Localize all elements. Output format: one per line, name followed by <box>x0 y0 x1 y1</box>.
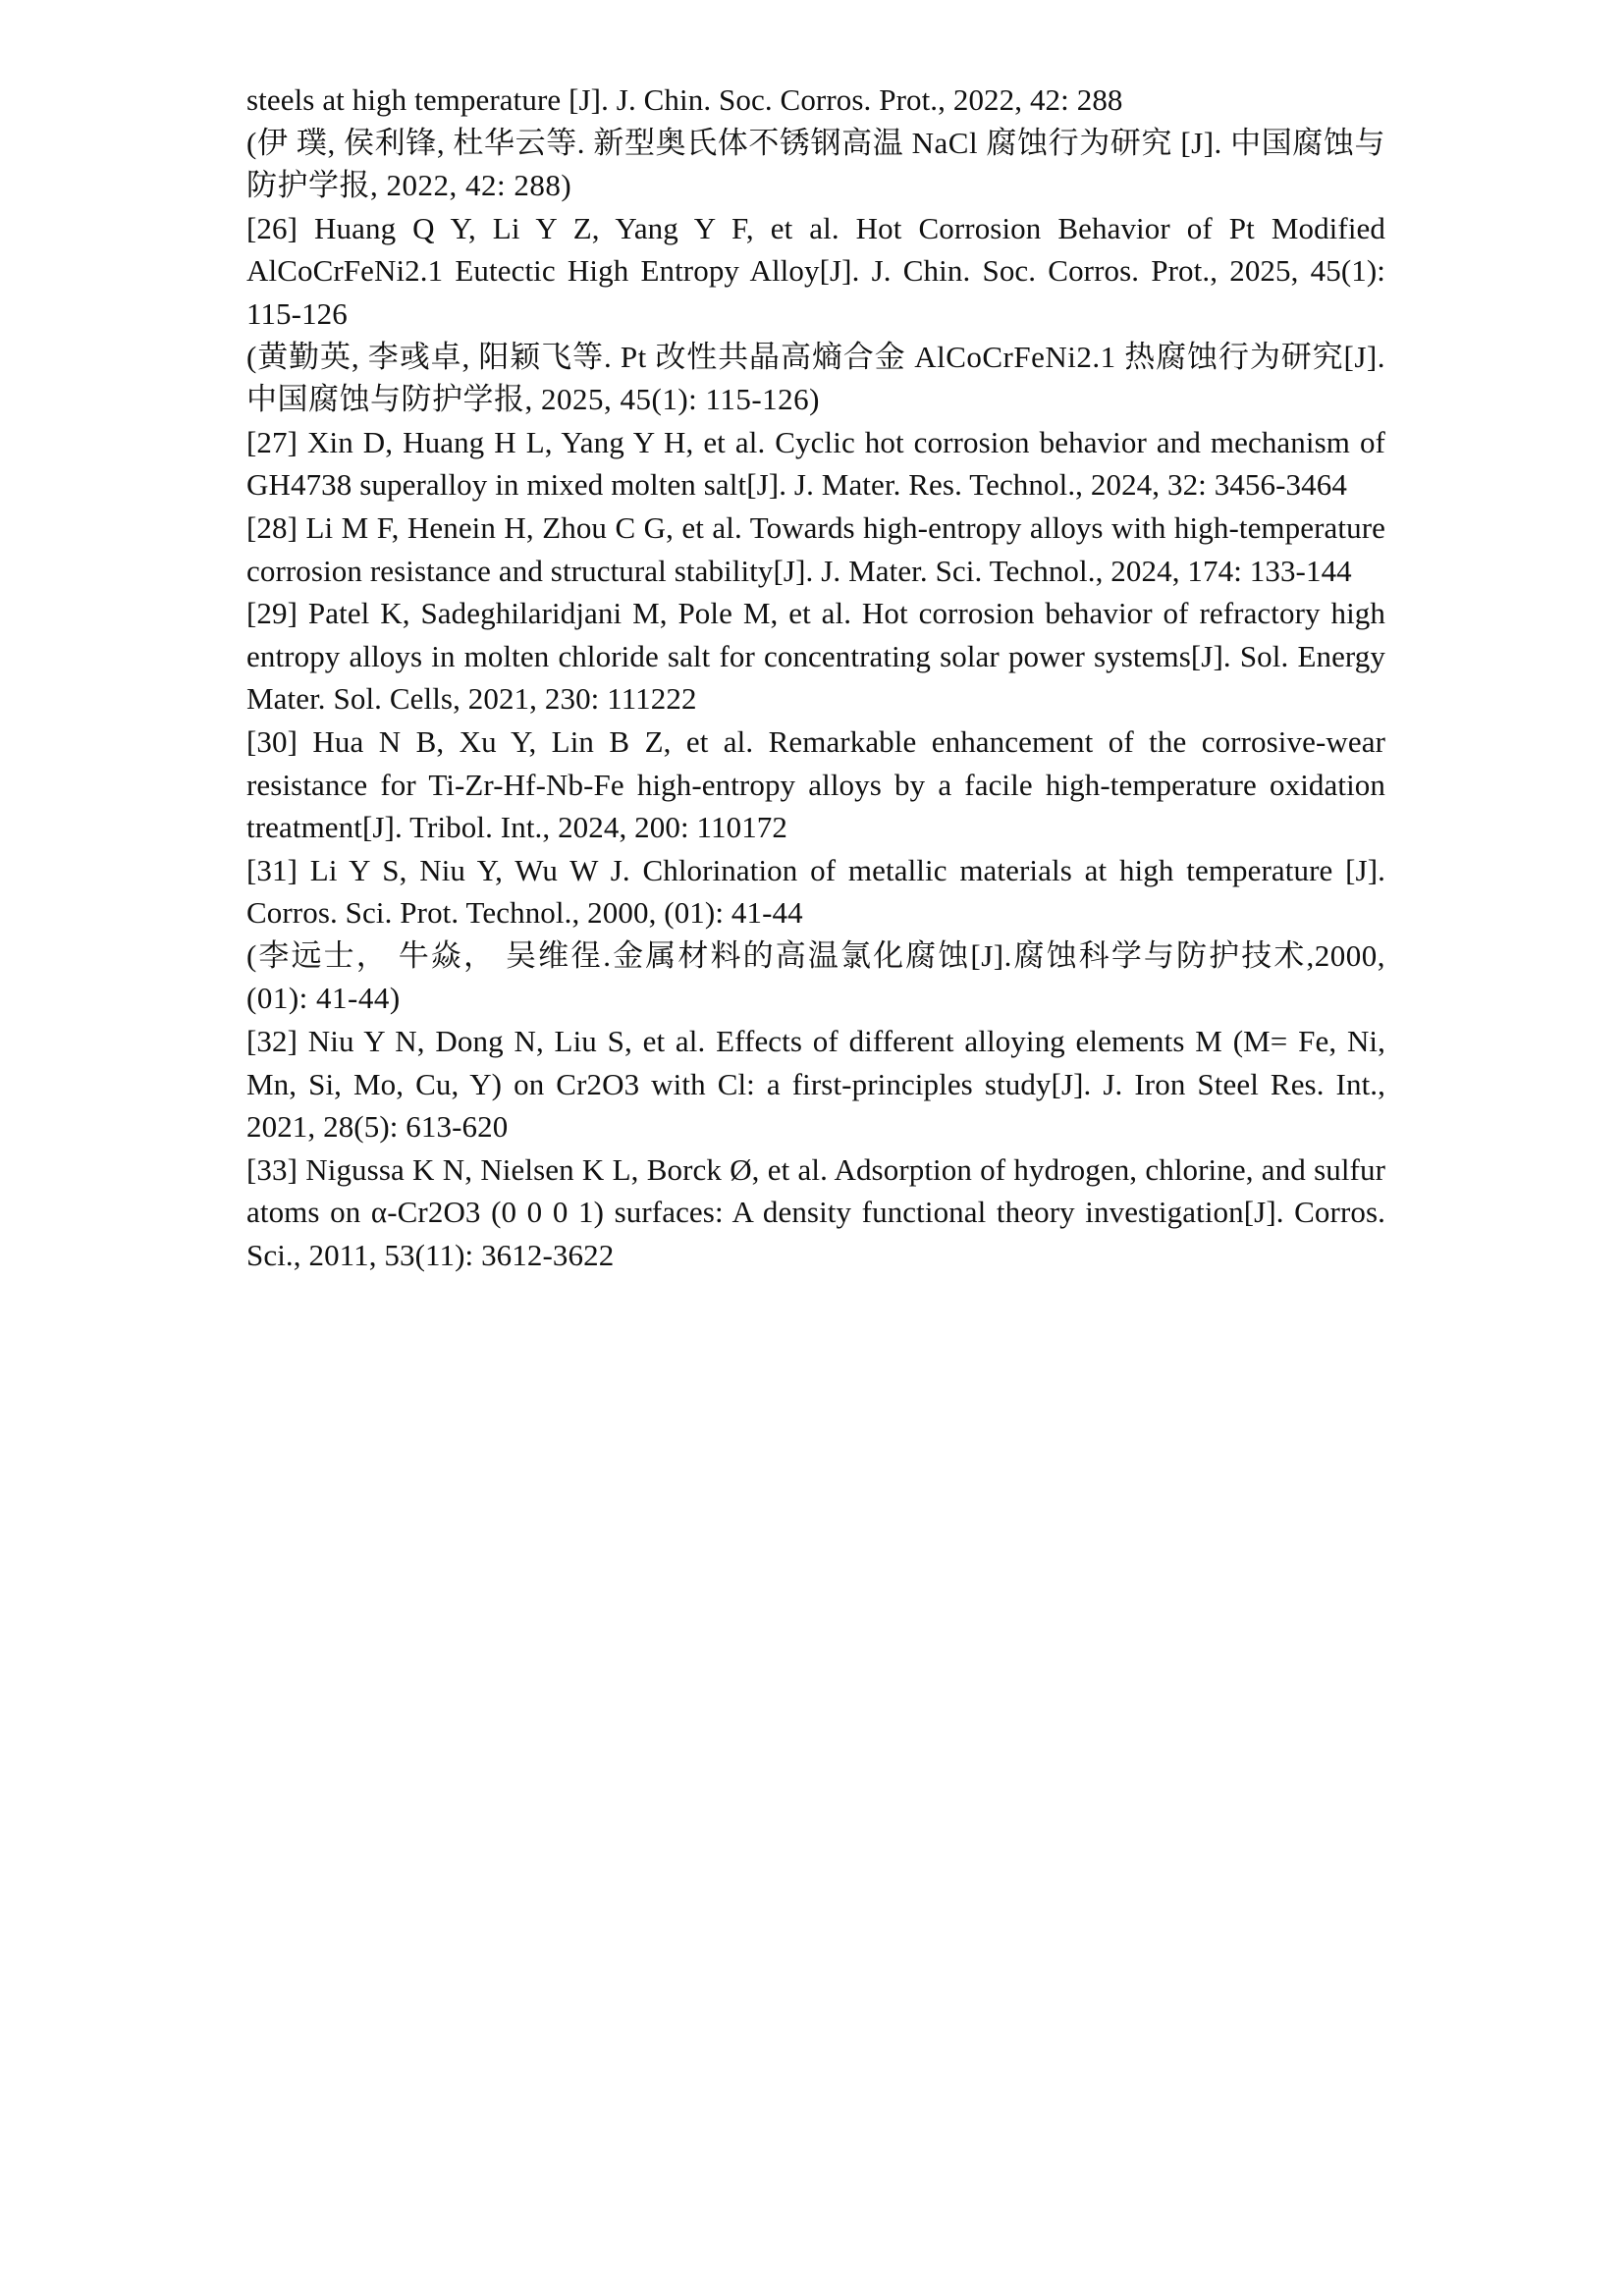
reference-entry: [26] Huang Q Y, Li Y Z, Yang Y F, et al. Hot Corrosion Behavior of Pt Modified AlCoCrFeNi2.1 Eutectic High Entropy Alloy[J]. J. Chin. Soc. Corros. Prot., 2025, 45(1): 115-126 <box>246 210 1385 331</box>
reference-translation: (李远士， 牛焱， 吴维徎.金属材料的高温氯化腐蚀[J].腐蚀科学与防护技术,2000,(01): 41-44) <box>246 937 1385 1016</box>
reference-entry: [31] Li Y S, Niu Y, Wu W J. Chlorination of metallic materials at high temperature [J]. Corros. Sci. Prot. Technol., 2000, (01): 41-44 <box>246 852 1385 931</box>
reference-entry: steels at high temperature [J]. J. Chin. Soc. Corros. Prot., 2022, 42: 288 <box>246 82 1123 117</box>
reference-entry: [30] Hua N B, Xu Y, Lin B Z, et al. Remarkable enhancement of the corrosive-wear resistance for Ti-Zr-Hf-Nb-Fe high-entropy alloys by a facile high-temperature oxidation treatment[J]. Tribol. Int., 2024, 200: 110172 <box>246 723 1385 845</box>
reference-translation: (黄勤英, 李彧卓, 阳颖飞等. Pt 改性共晶高熵合金 AlCoCrFeNi2.1 热腐蚀行为研究[J]. 中国腐蚀与防护学报, 2025, 45(1): 115-126) <box>246 339 1385 417</box>
reference-entry: [27] Xin D, Huang H L, Yang Y H, et al. Cyclic hot corrosion behavior and mechanism of GH4738 superalloy in mixed molten salt[J]. J. Mater. Res. Technol., 2024, 32: 3456-3464 <box>246 424 1385 503</box>
reference-entry: [32] Niu Y N, Dong N, Liu S, et al. Effects of different alloying elements M (M= Fe, Ni, Mn, Si, Mo, Cu, Y) on Cr2O3 with Cl: a first-principles study[J]. J. Iron Steel Res. Int., 2021, 28(5): 613-620 <box>246 1024 1385 1145</box>
reference-entry: [33] Nigussa K N, Nielsen K L, Borck Ø, et al. Adsorption of hydrogen, chlorine, and sulfur atoms on α-Cr2O3 (0 0 0 1) surfaces: A density functional theory investigation[J]. Corros. Sci., 2011, 53(11): 3612-3622 <box>246 1151 1385 1273</box>
reference-entry: [29] Patel K, Sadeghilaridjani M, Pole M, et al. Hot corrosion behavior of refractory high entropy alloys in molten chloride salt for concentrating solar power systems[J]. Sol. Energy Mater. Sol. Cells, 2021, 230: 111222 <box>246 596 1385 717</box>
reference-list <box>246 79 1385 1277</box>
reference-translation: (伊 璞, 侯利锋, 杜华云等. 新型奥氏体不锈钢高温 NaCl 腐蚀行为研究 [J]. 中国腐蚀与防护学报, 2022, 42: 288) <box>246 125 1385 203</box>
reference-entry: [28] Li M F, Henein H, Zhou C G, et al. Towards high-entropy alloys with high-temperature corrosion resistance and structural stability[J]. J. Mater. Sci. Technol., 2024, 174: 133-144 <box>246 509 1385 588</box>
